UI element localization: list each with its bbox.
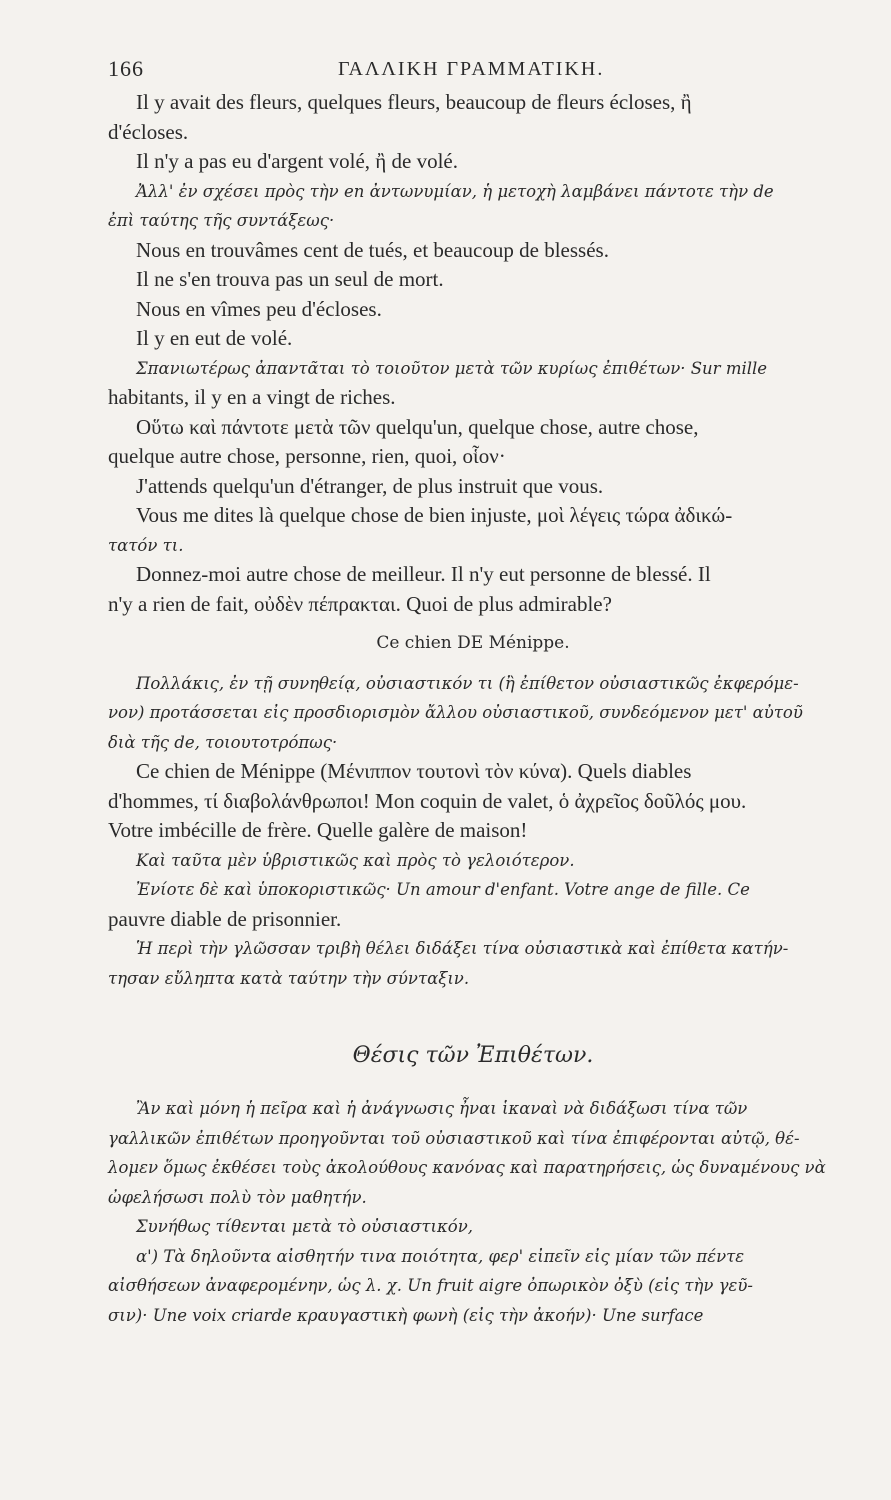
running-title: ΓΑΛΛΙΚΗ ΓΡΑΜΜΑΤΙΚΗ. [338,58,605,80]
text-line: d'écloses. [108,119,189,144]
text-line: Ἀλλ' ἐν σχέσει πρὸς τὴν en ἀντωνυμίαν, ἡ μετοχὴ λαμβάνει πάντοτε τὴν de [136,181,774,201]
book-page [108,50,838,1330]
text-line: Votre imbécille de frère. Quelle galère de maison! [108,818,528,842]
text-line: Il ne s'en trouva pas un seul de mort. [136,267,444,291]
text-line: α') Τὰ δηλοῦντα αἰσθητήν τινα ποιότητα, φερ' εἰπεῖν εἰς μίαν τῶν πέντε [136,1246,745,1266]
text-line: τατόν τι. [108,535,184,555]
text-line: Οὕτω καὶ πάντοτε μετὰ τῶν quelqu'un, quelque chose, autre chose, [136,414,699,439]
text-line: Ἂν καὶ μόνη ἡ πεῖρα καὶ ἡ ἀνάγνωσις ἦναι ἱκαναὶ νὰ διδάξωσι τίνα τῶν [136,1099,748,1118]
text-line: Συνήθως τίθενται μετὰ τὸ οὐσιαστικόν, [136,1217,474,1236]
text-line: Il y avait des fleurs, quelques fleurs, beaucoup de fleurs écloses, ἢ [136,90,692,114]
page-number: 166 [108,56,144,81]
text-line: Ἐνίοτε δὲ καὶ ὑποκοριστικῶς· Un amour d'enfant. Votre ange de fille. Ce [136,880,750,899]
text-line: γαλλικῶν ἐπιθέτων προηγοῦνται τοῦ οὐσιαστικοῦ καὶ τίνα ἐπιφέρονται αὐτῷ, θέ- [108,1128,800,1148]
text-line: Donnez-moi autre chose de meilleur. Il n'y eut personne de blessé. Il [136,562,711,586]
text-line: Καὶ ταῦτα μὲν ὑβριστικῶς καὶ πρὸς τὸ γελοιότερον. [136,850,575,870]
text-line: Ce chien de Ménippe (Μένιππον τουτονὶ τὸν κύνα). Quels diables [136,759,692,783]
text-line: d'hommes, τί διαβολάνθρωποι! Mon coquin de valet, ὁ ἀχρεῖος δοῦλός μου. [108,788,747,813]
text-line: quelque autre chose, personne, rien, quoi, οἷον· [108,444,506,468]
text-line: habitants, il y en a vingt de riches. [108,385,396,409]
text-line: σιν)· Une voix criarde κραυγαστικὴ φωνὴ (εἰς τὴν ἀκοήν)· Une surface [108,1305,704,1325]
text-line: J'attends quelqu'un d'étranger, de plus instruit que vous. [136,473,604,498]
text-line: Nous en trouvâmes cent de tués, et beaucoup de blessés. [136,237,609,262]
text-line: n'y a rien de fait, οὐδὲν πέπρακται. Quoi de plus admirable? [108,591,612,616]
text-line: λομεν ὅμως ἐκθέσει τοὺς ἀκολούθους κανόνας καὶ παρατηρήσεις, ὡς δυναμένους νὰ [108,1158,826,1177]
page-header [108,50,838,88]
text-line: pauvre diable de prisonnier. [108,906,342,931]
text-line: ἐπὶ ταύτης τῆς συντάξεως· [108,211,335,230]
text-line: Πολλάκις, ἐν τῇ συνηθείᾳ, οὐσιαστικόν τι (ἢ ἐπίθετον οὐσιαστικῶς ἐκφερόμε- [136,673,799,693]
example-heading: Ce chien DE Ménippe. [376,633,570,653]
text-line: νον) προτάσσεται εἰς προσδιορισμὸν ἄλλου οὐσιαστικοῦ, συνδεόμενον μετ' αὐτοῦ [108,703,803,722]
text-line: ὠφελήσωσι πολὺ τὸν μαθητήν. [108,1187,367,1207]
text-line: διὰ τῆς de, τοιουτοτρόπως· [108,732,338,752]
text-line: αἰσθήσεων ἀναφερομένην, ὡς λ. χ. Un fruit aigre ὀπωρικὸν ὀξὺ (εἰς τὴν γεῦ- [108,1276,753,1295]
text-line: Ἡ περὶ τὴν γλῶσσαν τριβὴ θέλει διδάξει τίνα οὐσιαστικὰ καὶ ἐπίθετα κατήν- [136,939,789,958]
text-line: Il y en eut de volé. [136,326,293,350]
section-title: Θέσις τῶν Ἐπιθέτων. [352,1043,594,1068]
text-line: Nous en vîmes peu d'écloses. [136,296,382,321]
text-line: Il n'y a pas eu d'argent volé, ἢ de volé. [136,149,458,173]
text-line: Vous me dites là quelque chose de bien injuste, μοὶ λέγεις τώρα ἀδικώ- [136,503,733,527]
text-line: τησαν εὔληπτα κατὰ ταύτην τὴν σύνταξιν. [108,968,470,988]
text-line: Σπανιωτέρως ἀπαντᾶται τὸ τοιοῦτον μετὰ τῶν κυρίως ἐπιθέτων· Sur mille [136,358,768,378]
